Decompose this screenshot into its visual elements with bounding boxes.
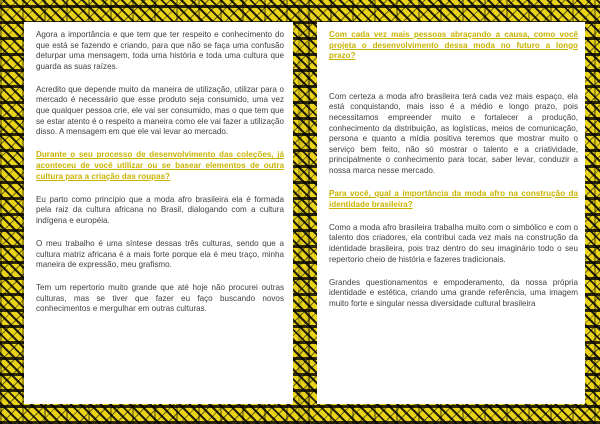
paragraph: Como a moda afro brasileira trabalha muito com o simbólico e com o talento dos criadores, ela contribui cada vez mais na construção da identidade brasileira, pois traz dentro do seu imaginário todo o seu repertorio cheio de história e fazeres tradicionais. (329, 222, 578, 264)
paragraph: Acredito que depende muito da maneira de utilização, utilizar para o mercado é necessário que esse produto seja consumido, uma vez que qualquer pessoa crie, ele vai ser consumido, mas o que tem que se estar atento é o respeito a maneira como ele vai fazer a utilização disso. A mensagem em que ele vai levar ao mercado. (36, 84, 284, 137)
paragraph: Agora a importância e que tem que ter respeito e conhecimento do que está se fazendo e criando, para que não se faça uma confusão deturpar uma mensagem, toda uma história e toda uma cultura que guarda as suas raízes. (36, 30, 284, 71)
left-column (36, 30, 284, 315)
paragraph: Eu parto como princípio que a moda afro brasileira ela é formada pela raiz da cultura africana no Brasil, dialogando com a cultura indígena e européia. (36, 194, 284, 225)
left-page-panel (24, 22, 293, 404)
right-column (329, 30, 578, 309)
interview-question: Para você, qual a importância da moda afro na construção da identidade brasileira? (329, 189, 578, 209)
interview-question: Durante o seu processo de desenvolvimento das coleções, já aconteceu de você utilizar ou se basear elementos de outra cultura para a criação das roupas? (36, 150, 284, 181)
right-page-panel (317, 22, 585, 404)
paragraph: Tem um repertorio muito grande que até hoje não procurei outras culturas, mas se tiver que fazer eu faço buscando novos conhecimentos e mergulhar em outras culturas. (36, 283, 284, 314)
interview-question: Com cada vez mais pessoas abraçando a causa, como você projeta o desenvolvimento dessa moda no futuro a longo prazo? (329, 30, 578, 61)
spine-shadow (298, 0, 310, 424)
paragraph: Com certeza a moda afro brasileira terá cada vez mais espaço, ela está conquistando, mais isso é a médio e longo prazo, pois necessitamos empreender muito e fortalecer a produção, conhecimento da distribuição, as logísticas, meios de comunicação, persona e quanto a mídia positiva teremos que mostrar muito o serviço bem feito, não só mostrar o talento e a criatividade, principalmente o conhecimento para tocar, saber levar, conduzir a nossa marca nesse mercado. (329, 91, 578, 175)
paragraph: O meu trabalho é uma síntese dessas três culturas, sendo que a cultura matriz africana é a mais forte porque ela é meu traço, minha maneira de expressão, meu grafismo. (36, 238, 284, 270)
paragraph: Grandes questionamentos e empoderamento, da nossa própria identidade e estética, criando uma grande referência, uma imagem muito forte e singular nessa diversidade cultural brasileira (329, 277, 578, 308)
